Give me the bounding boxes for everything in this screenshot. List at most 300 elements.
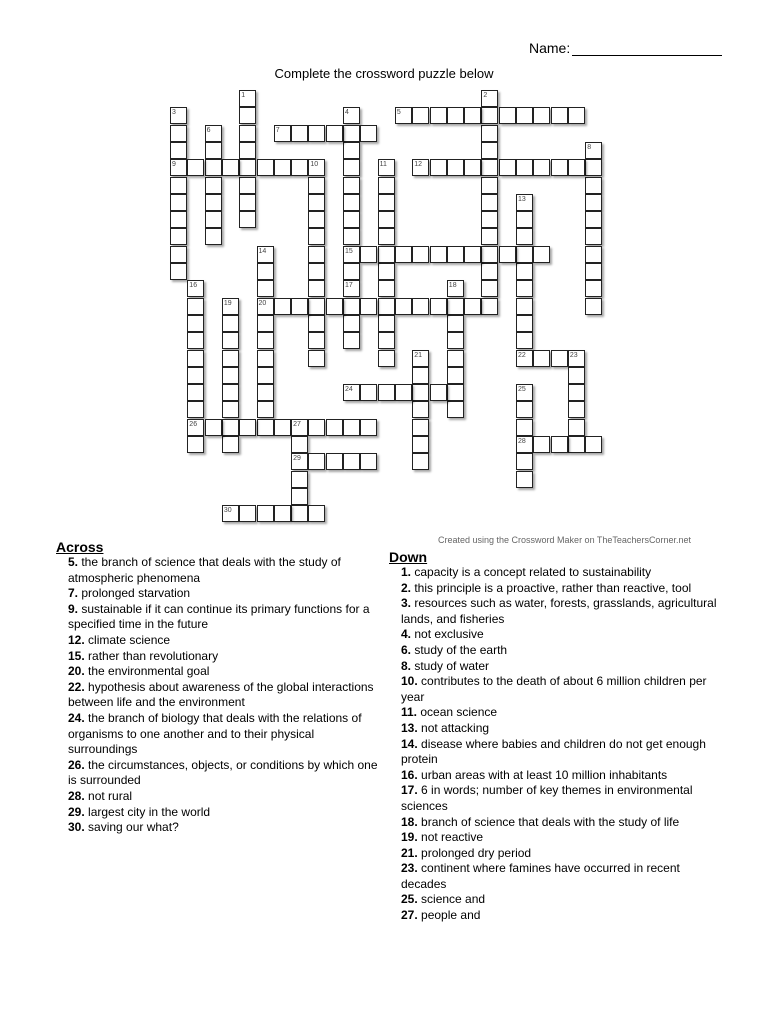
- clue-number: 7.: [68, 586, 79, 601]
- crossword-cell[interactable]: [447, 350, 464, 367]
- crossword-cell[interactable]: [412, 350, 429, 367]
- crossword-cell[interactable]: [222, 298, 239, 315]
- crossword-cell[interactable]: [551, 350, 568, 367]
- crossword-cell[interactable]: [360, 419, 377, 436]
- crossword-cell[interactable]: [378, 177, 395, 194]
- crossword-cell[interactable]: [447, 401, 464, 418]
- name-label: Name:: [529, 40, 571, 56]
- crossword-cell[interactable]: [430, 159, 447, 176]
- crossword-cell[interactable]: [222, 159, 239, 176]
- crossword-cell[interactable]: [187, 401, 204, 418]
- clue-text: disease where babies and children do not get enough protein: [401, 736, 706, 767]
- crossword-cell[interactable]: [395, 384, 412, 401]
- crossword-cell[interactable]: [516, 246, 533, 263]
- crossword-cell[interactable]: [239, 211, 256, 228]
- crossword-cell[interactable]: [430, 298, 447, 315]
- crossword-cell[interactable]: [378, 332, 395, 349]
- crossword-cell[interactable]: [516, 280, 533, 297]
- crossword-cell[interactable]: [378, 159, 395, 176]
- clue-text: study of water: [411, 658, 490, 673]
- crossword-cell[interactable]: [585, 228, 602, 245]
- cell-number: 14: [258, 247, 267, 255]
- crossword-cell[interactable]: [308, 125, 325, 142]
- clue-text: branch of science that deals with the study of life: [417, 814, 680, 829]
- crossword-cell[interactable]: [447, 315, 464, 332]
- crossword-cell[interactable]: [585, 298, 602, 315]
- crossword-cell[interactable]: [274, 159, 291, 176]
- crossword-cell[interactable]: [516, 194, 533, 211]
- crossword-cell[interactable]: [412, 384, 429, 401]
- crossword-cell[interactable]: [378, 280, 395, 297]
- crossword-cell[interactable]: [187, 350, 204, 367]
- cell-number: 11: [379, 161, 387, 169]
- crossword-cell[interactable]: [533, 159, 550, 176]
- clue-number: 21.: [401, 845, 418, 860]
- across-clue: [68, 805, 386, 821]
- down-clue: [401, 737, 719, 768]
- crossword-cell[interactable]: [187, 436, 204, 453]
- crossword-cell[interactable]: [257, 401, 274, 418]
- clue-number: 10.: [401, 674, 418, 689]
- crossword-cell[interactable]: [187, 419, 204, 436]
- crossword-cell[interactable]: [447, 332, 464, 349]
- crossword-cell[interactable]: [343, 211, 360, 228]
- crossword-cell[interactable]: [481, 194, 498, 211]
- crossword-cell[interactable]: [187, 315, 204, 332]
- crossword-cell[interactable]: [464, 298, 481, 315]
- crossword-cell[interactable]: [257, 280, 274, 297]
- crossword-cell[interactable]: [308, 159, 325, 176]
- crossword-cell[interactable]: [274, 298, 291, 315]
- crossword-cell[interactable]: [170, 107, 187, 124]
- crossword-cell[interactable]: [481, 246, 498, 263]
- clue-number: 28.: [68, 788, 85, 803]
- crossword-cell[interactable]: [222, 401, 239, 418]
- crossword-cell[interactable]: [326, 419, 343, 436]
- crossword-cell[interactable]: [481, 177, 498, 194]
- crossword-cell[interactable]: [343, 142, 360, 159]
- crossword-cell[interactable]: [378, 228, 395, 245]
- crossword-cell[interactable]: [481, 107, 498, 124]
- crossword-cell[interactable]: [447, 159, 464, 176]
- crossword-cell[interactable]: [464, 107, 481, 124]
- cell-number: 25: [518, 386, 526, 394]
- crossword-cell[interactable]: [378, 315, 395, 332]
- crossword-cell[interactable]: [222, 505, 239, 522]
- crossword-cell[interactable]: [239, 505, 256, 522]
- crossword-cell[interactable]: [551, 436, 568, 453]
- cell-number: 22: [518, 351, 526, 359]
- crossword-cell[interactable]: [205, 228, 222, 245]
- crossword-cell[interactable]: [326, 125, 343, 142]
- clue-number: 30.: [68, 820, 85, 835]
- crossword-cell[interactable]: [291, 125, 308, 142]
- crossword-cell[interactable]: [308, 419, 325, 436]
- name-field[interactable]: [529, 40, 722, 56]
- clue-text: resources such as water, forests, grasslands, agricultural lands, and fisheries: [401, 596, 717, 626]
- crossword-cell[interactable]: [170, 246, 187, 263]
- crossword-cell[interactable]: [222, 436, 239, 453]
- crossword-cell[interactable]: [568, 107, 585, 124]
- crossword-cell[interactable]: [585, 142, 602, 159]
- crossword-cell[interactable]: [257, 350, 274, 367]
- crossword-cell[interactable]: [308, 177, 325, 194]
- crossword-cell[interactable]: [222, 332, 239, 349]
- crossword-cell[interactable]: [187, 280, 204, 297]
- cell-number: 12: [414, 161, 422, 169]
- crossword-cell[interactable]: [343, 384, 360, 401]
- crossword-cell[interactable]: [187, 159, 204, 176]
- cell-number: 24: [345, 386, 353, 394]
- crossword-cell[interactable]: [447, 298, 464, 315]
- crossword-cell[interactable]: [481, 263, 498, 280]
- cell-number: 4: [345, 109, 349, 117]
- crossword-cell[interactable]: [239, 125, 256, 142]
- crossword-cell[interactable]: [205, 177, 222, 194]
- crossword-cell[interactable]: [239, 194, 256, 211]
- crossword-cell[interactable]: [568, 401, 585, 418]
- crossword-cell[interactable]: [205, 194, 222, 211]
- crossword-cell[interactable]: [516, 263, 533, 280]
- crossword-cell[interactable]: [533, 246, 550, 263]
- crossword-cell[interactable]: [533, 107, 550, 124]
- clue-number: 25.: [401, 892, 418, 907]
- crossword-cell[interactable]: [291, 453, 308, 470]
- down-clue: [401, 815, 719, 831]
- crossword-cell[interactable]: [412, 246, 429, 263]
- down-clue: [401, 783, 719, 814]
- crossword-cell[interactable]: [343, 298, 360, 315]
- crossword-cell[interactable]: [170, 159, 187, 176]
- crossword-cell[interactable]: [447, 384, 464, 401]
- crossword-cell[interactable]: [326, 298, 343, 315]
- clue-number: 12.: [68, 632, 85, 647]
- down-clue: [401, 830, 719, 846]
- clue-number: 4.: [401, 627, 412, 642]
- crossword-cell[interactable]: [257, 315, 274, 332]
- crossword-cell[interactable]: [481, 228, 498, 245]
- crossword-cell[interactable]: [412, 107, 429, 124]
- crossword-cell[interactable]: [551, 107, 568, 124]
- crossword-cell[interactable]: [222, 315, 239, 332]
- clue-number: 18.: [401, 814, 418, 829]
- crossword-cell[interactable]: [308, 332, 325, 349]
- crossword-cell[interactable]: [170, 194, 187, 211]
- crossword-cell[interactable]: [343, 246, 360, 263]
- crossword-cell[interactable]: [205, 211, 222, 228]
- crossword-cell[interactable]: [170, 142, 187, 159]
- credit-text: Created using the Crossword Maker on TheTeachersCorner.net: [438, 535, 691, 545]
- crossword-cell[interactable]: [205, 142, 222, 159]
- crossword-cell[interactable]: [343, 228, 360, 245]
- crossword-cell[interactable]: [412, 159, 429, 176]
- crossword-cell[interactable]: [205, 159, 222, 176]
- clue-number: 29.: [68, 804, 85, 819]
- crossword-cell[interactable]: [378, 246, 395, 263]
- clue-text: the circumstances, objects, or conditions by which one is surrounded: [68, 757, 378, 788]
- crossword-cell[interactable]: [551, 159, 568, 176]
- clue-number: 8.: [401, 658, 412, 673]
- crossword-cell[interactable]: [170, 177, 187, 194]
- crossword-cell[interactable]: [257, 246, 274, 263]
- crossword-cell[interactable]: [499, 159, 516, 176]
- crossword-cell[interactable]: [205, 125, 222, 142]
- crossword-cell[interactable]: [412, 401, 429, 418]
- crossword-cell[interactable]: [568, 350, 585, 367]
- crossword-cell[interactable]: [343, 453, 360, 470]
- down-clue: [401, 908, 719, 924]
- crossword-cell[interactable]: [568, 384, 585, 401]
- crossword-cell[interactable]: [343, 280, 360, 297]
- clue-number: 26.: [68, 757, 85, 772]
- crossword-cell[interactable]: [516, 436, 533, 453]
- crossword-cell[interactable]: [516, 419, 533, 436]
- crossword-cell[interactable]: [360, 246, 377, 263]
- crossword-cell[interactable]: [585, 263, 602, 280]
- crossword-cell[interactable]: [343, 263, 360, 280]
- crossword-cell[interactable]: [360, 125, 377, 142]
- crossword-cell[interactable]: [447, 107, 464, 124]
- cell-number: 7: [275, 126, 280, 134]
- crossword-cell[interactable]: [257, 384, 274, 401]
- clue-text: hypothesis about awareness of the global interactions between life and the environment: [68, 679, 374, 710]
- cell-number: 3: [172, 109, 176, 117]
- cell-number: 5: [396, 109, 401, 117]
- crossword-cell[interactable]: [343, 125, 360, 142]
- across-clues: [56, 539, 386, 836]
- down-clue: [401, 659, 719, 675]
- crossword-cell[interactable]: [464, 246, 481, 263]
- crossword-cell[interactable]: [585, 177, 602, 194]
- crossword-cell[interactable]: [291, 488, 308, 505]
- across-clue-list: [68, 555, 386, 836]
- crossword-cell[interactable]: [481, 280, 498, 297]
- crossword-cell[interactable]: [568, 419, 585, 436]
- crossword-cell[interactable]: [308, 350, 325, 367]
- crossword-cell[interactable]: [378, 263, 395, 280]
- crossword-cell[interactable]: [481, 142, 498, 159]
- crossword-cell[interactable]: [291, 159, 308, 176]
- cell-number: 21: [414, 351, 422, 359]
- down-heading: Down: [389, 549, 428, 565]
- crossword-cell[interactable]: [308, 453, 325, 470]
- crossword-cell[interactable]: [308, 505, 325, 522]
- crossword-cell[interactable]: [308, 211, 325, 228]
- crossword-cell[interactable]: [412, 298, 429, 315]
- crossword-cell[interactable]: [378, 350, 395, 367]
- crossword-cell[interactable]: [222, 350, 239, 367]
- cell-number: 1: [241, 92, 246, 99]
- crossword-cell[interactable]: [308, 246, 325, 263]
- crossword-cell[interactable]: [516, 315, 533, 332]
- crossword-cell[interactable]: [516, 107, 533, 124]
- crossword-cell[interactable]: [257, 263, 274, 280]
- down-clue: [401, 674, 719, 705]
- crossword-cell[interactable]: [585, 280, 602, 297]
- crossword-cell[interactable]: [170, 211, 187, 228]
- crossword-cell[interactable]: [516, 453, 533, 470]
- down-clue: [401, 768, 719, 784]
- clue-text: study of the earth: [411, 642, 508, 657]
- crossword-cell[interactable]: [291, 505, 308, 522]
- crossword-cell[interactable]: [360, 298, 377, 315]
- down-clue: [401, 565, 719, 581]
- crossword-cell[interactable]: [343, 419, 360, 436]
- clue-text: prolonged dry period: [417, 845, 532, 860]
- crossword-cell[interactable]: [343, 315, 360, 332]
- crossword-cell[interactable]: [481, 90, 498, 107]
- crossword-cell[interactable]: [430, 246, 447, 263]
- clue-text: contributes to the death of about 6 million children per year: [401, 674, 707, 704]
- crossword-cell[interactable]: [516, 471, 533, 488]
- crossword-cell[interactable]: [170, 125, 187, 142]
- crossword-cell[interactable]: [308, 194, 325, 211]
- cell-number: 29: [293, 455, 301, 463]
- crossword-cell[interactable]: [308, 280, 325, 297]
- cell-number: 18: [448, 282, 457, 290]
- crossword-cell[interactable]: [447, 280, 464, 297]
- crossword-cell[interactable]: [533, 350, 550, 367]
- crossword-cell[interactable]: [291, 298, 308, 315]
- crossword-cell[interactable]: [378, 384, 395, 401]
- crossword-cell[interactable]: [257, 159, 274, 176]
- crossword-cell[interactable]: [516, 350, 533, 367]
- clue-text: not exclusive: [411, 627, 484, 642]
- across-heading: Across: [56, 539, 104, 555]
- crossword-cell[interactable]: [239, 90, 256, 107]
- clue-text: this principle is a proactive, rather than reactive, tool: [411, 580, 692, 595]
- crossword-cell[interactable]: [481, 125, 498, 142]
- cell-number: 26: [189, 420, 198, 428]
- crossword-cell[interactable]: [205, 419, 222, 436]
- across-clue: [68, 602, 386, 633]
- crossword-cell[interactable]: [257, 367, 274, 384]
- crossword-cell[interactable]: [239, 107, 256, 124]
- crossword-cell[interactable]: [326, 453, 343, 470]
- crossword-cell[interactable]: [516, 298, 533, 315]
- crossword-cell[interactable]: [187, 298, 204, 315]
- crossword-cell[interactable]: [533, 436, 550, 453]
- crossword-cell[interactable]: [291, 419, 308, 436]
- crossword-cell[interactable]: [308, 228, 325, 245]
- crossword-cell[interactable]: [239, 177, 256, 194]
- crossword-cell[interactable]: [360, 384, 377, 401]
- crossword-cell[interactable]: [516, 332, 533, 349]
- across-clue: [68, 555, 386, 586]
- clue-text: the environmental goal: [84, 664, 210, 679]
- crossword-cell[interactable]: [257, 419, 274, 436]
- crossword-cell[interactable]: [516, 384, 533, 401]
- cell-number: 9: [172, 161, 176, 169]
- crossword-cell[interactable]: [239, 142, 256, 159]
- crossword-cell[interactable]: [187, 332, 204, 349]
- crossword-cell[interactable]: [291, 436, 308, 453]
- crossword-cell[interactable]: [343, 332, 360, 349]
- crossword-cell[interactable]: [395, 246, 412, 263]
- crossword-cell[interactable]: [516, 159, 533, 176]
- crossword-cell[interactable]: [585, 436, 602, 453]
- crossword-cell[interactable]: [481, 159, 498, 176]
- crossword-cell[interactable]: [343, 177, 360, 194]
- crossword-cell[interactable]: [447, 246, 464, 263]
- crossword-cell[interactable]: [412, 419, 429, 436]
- crossword-cell[interactable]: [291, 471, 308, 488]
- crossword-cell[interactable]: [222, 384, 239, 401]
- crossword-cell[interactable]: [481, 211, 498, 228]
- crossword-cell[interactable]: [170, 263, 187, 280]
- crossword-cell[interactable]: [412, 453, 429, 470]
- crossword-cell[interactable]: [343, 194, 360, 211]
- crossword-cell[interactable]: [360, 453, 377, 470]
- crossword-cell[interactable]: [568, 367, 585, 384]
- cell-number: 6: [206, 126, 211, 134]
- clue-number: 9.: [68, 601, 79, 616]
- crossword-cell[interactable]: [395, 298, 412, 315]
- clue-text: prolonged starvation: [78, 586, 191, 601]
- down-clue-list: [401, 565, 719, 924]
- crossword-cell[interactable]: [516, 211, 533, 228]
- clue-number: 17.: [401, 783, 418, 798]
- crossword-cell[interactable]: [378, 194, 395, 211]
- crossword-cell[interactable]: [308, 315, 325, 332]
- crossword-cell[interactable]: [274, 125, 291, 142]
- crossword-cell[interactable]: [585, 194, 602, 211]
- crossword-cell[interactable]: [585, 159, 602, 176]
- crossword-cell[interactable]: [343, 159, 360, 176]
- crossword-cell[interactable]: [257, 298, 274, 315]
- crossword-cell[interactable]: [222, 419, 239, 436]
- crossword-cell[interactable]: [430, 107, 447, 124]
- crossword-cell[interactable]: [516, 401, 533, 418]
- clue-text: not rural: [84, 788, 133, 803]
- crossword-cell[interactable]: [274, 505, 291, 522]
- crossword-cell[interactable]: [499, 107, 516, 124]
- cell-number: 13: [518, 195, 526, 203]
- crossword-cell[interactable]: [308, 298, 325, 315]
- crossword-cell[interactable]: [585, 211, 602, 228]
- crossword-cell[interactable]: [464, 159, 481, 176]
- crossword-cell[interactable]: [257, 505, 274, 522]
- crossword-cell[interactable]: [187, 384, 204, 401]
- crossword-cell[interactable]: [412, 436, 429, 453]
- clue-text: ocean science: [417, 705, 498, 720]
- crossword-cell[interactable]: [481, 298, 498, 315]
- crossword-cell[interactable]: [430, 384, 447, 401]
- crossword-cell[interactable]: [222, 367, 239, 384]
- crossword-cell[interactable]: [447, 367, 464, 384]
- crossword-cell[interactable]: [187, 367, 204, 384]
- crossword-cell[interactable]: [568, 436, 585, 453]
- clue-number: 3.: [401, 596, 412, 611]
- crossword-cell[interactable]: [239, 159, 256, 176]
- crossword-cell[interactable]: [378, 298, 395, 315]
- crossword-cell[interactable]: [568, 159, 585, 176]
- crossword-cell[interactable]: [343, 107, 360, 124]
- crossword-cell[interactable]: [395, 107, 412, 124]
- crossword-cell[interactable]: [378, 211, 395, 228]
- crossword-cell[interactable]: [499, 246, 516, 263]
- crossword-cell[interactable]: [170, 228, 187, 245]
- crossword-cell[interactable]: [412, 367, 429, 384]
- crossword-cell[interactable]: [516, 228, 533, 245]
- crossword-cell[interactable]: [239, 419, 256, 436]
- crossword-cell[interactable]: [274, 419, 291, 436]
- crossword-cell[interactable]: [308, 263, 325, 280]
- crossword-cell[interactable]: [257, 332, 274, 349]
- name-blank-line[interactable]: [572, 41, 722, 56]
- clue-text: continent where famines have occurred in recent decades: [401, 861, 680, 891]
- crossword-cell[interactable]: [585, 246, 602, 263]
